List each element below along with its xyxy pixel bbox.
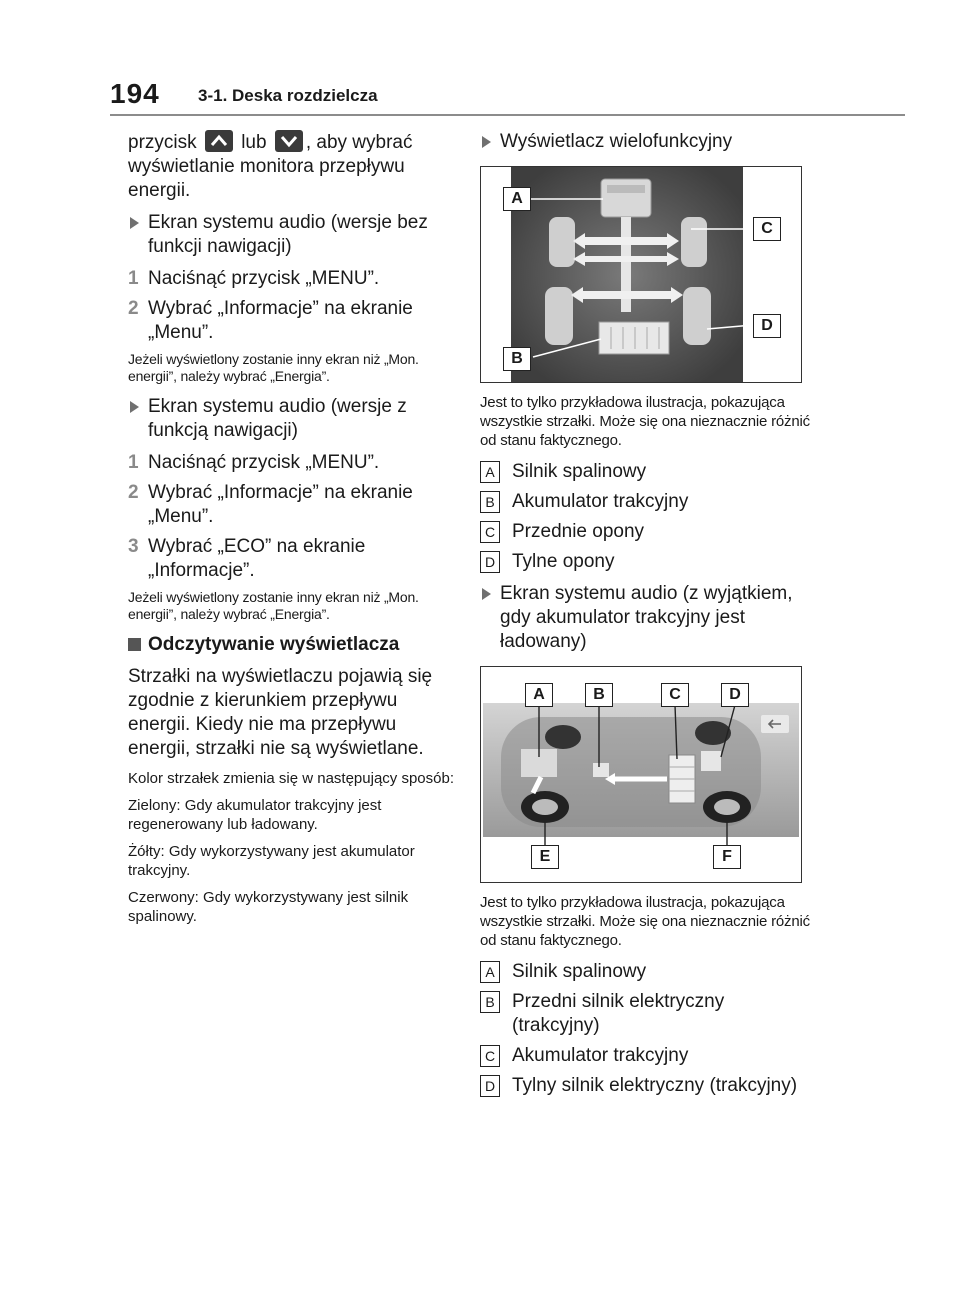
paragraph-red: Czerwony: Gdy wykorzystywany jest silnik spalinowy.	[128, 889, 409, 925]
step-text: Wybrać „Informacje” na ekranie „Menu”.	[148, 482, 413, 527]
intro-paragraph	[128, 130, 458, 203]
legend-text: Silnik spalinowy	[512, 961, 647, 982]
callout-f: F	[713, 845, 741, 869]
bullet-triangle-icon	[130, 217, 139, 229]
legend-item	[480, 550, 810, 574]
legend-text: Silnik spalinowy	[512, 461, 647, 482]
paragraph-arrows: Strzałki na wyświetlaczu pojawią się zgodnie z kierunkiem przepływu energii. Kiedy nie ma przepływu energii, strzałki nie są wyświetlane.	[128, 666, 433, 759]
step-number: 2	[128, 482, 139, 503]
step-3	[128, 535, 458, 583]
bullet-multi-display	[480, 130, 810, 154]
callout-e: E	[531, 845, 559, 869]
legend-text: Przednie opony	[512, 521, 645, 542]
callout-c: C	[661, 683, 689, 707]
callout-d: D	[721, 683, 749, 707]
legend-item	[480, 960, 810, 984]
legend-text: Tylny silnik elektryczny (trakcyjny)	[512, 1075, 798, 1096]
paragraph-green: Zielony: Gdy akumulator trakcyjny jest regenerowany lub ładowany.	[128, 797, 382, 833]
caption-2: Jest to tylko przykładowa ilustracja, pokazująca wszystkie strzałki. Może się ona nieznacznie różnić od stanu faktycznego.	[480, 894, 810, 949]
paragraph-yellow: Żółty: Gdy wykorzystywany jest akumulator trakcyjny.	[128, 843, 415, 879]
section-title: 3-1. Deska rozdzielcza	[198, 86, 378, 105]
legend-text: Przedni silnik elektryczny (trakcyjny)	[512, 991, 725, 1036]
caption-1: Jest to tylko przykładowa ilustracja, pokazująca wszystkie strzałki. Może się ona nieznacznie różnić od stanu faktycznego.	[480, 394, 810, 449]
intro-text-c: , aby wybrać wyświetlanie monitora przepływu energii.	[128, 132, 413, 201]
legend-list-1	[480, 460, 810, 574]
legend-text: Akumulator trakcyjny	[512, 491, 689, 512]
legend-key: B	[480, 991, 500, 1013]
step-number: 3	[128, 536, 139, 557]
legend-key: C	[480, 521, 500, 543]
bullet-text: Ekran systemu audio (z wyjątkiem, gdy akumulator trakcyjny jest ładowany)	[500, 583, 793, 652]
callout-a: A	[503, 187, 531, 211]
bullet-audio-nav	[128, 395, 458, 443]
chevron-up-icon	[205, 130, 233, 152]
step-2	[128, 297, 458, 345]
step-number: 1	[128, 452, 139, 473]
bullet-text: Ekran systemu audio (wersje bez funkcji nawigacji)	[148, 212, 428, 257]
heading-text: Odczytywanie wyświetlacza	[148, 634, 400, 655]
legend-item	[480, 460, 810, 484]
step-1	[128, 451, 458, 475]
step-number: 2	[128, 298, 139, 319]
legend-list-2	[480, 960, 810, 1098]
intro-text-a: przycisk	[128, 132, 197, 153]
bullet-audio-screen	[480, 582, 810, 654]
step-number: 1	[128, 268, 139, 289]
bullet-text: Ekran systemu audio (wersje z funkcją nawigacji)	[148, 396, 407, 441]
legend-item	[480, 990, 810, 1038]
paragraph-colors: Kolor strzałek zmienia się w następujący sposób:	[128, 770, 454, 787]
legend-item	[480, 520, 810, 544]
right-column	[480, 130, 810, 1104]
figure-multi-display	[480, 166, 802, 383]
callout-d: D	[753, 314, 781, 338]
note-1: Jeżeli wyświetlony zostanie inny ekran niż „Mon. energii”, należy wybrać „Energia”.	[128, 351, 419, 384]
chevron-down-icon	[275, 130, 303, 152]
legend-key: D	[480, 1075, 500, 1097]
intro-text-b: lub	[241, 132, 267, 153]
legend-text: Tylne opony	[512, 551, 615, 572]
step-2	[128, 481, 458, 529]
legend-item	[480, 1074, 810, 1098]
note-2: Jeżeli wyświetlony zostanie inny ekran niż „Mon. energii”, należy wybrać „Energia”.	[128, 589, 419, 622]
legend-key: C	[480, 1045, 500, 1067]
callout-b: B	[585, 683, 613, 707]
callout-a: A	[525, 683, 553, 707]
legend-key: B	[480, 491, 500, 513]
step-text: Wybrać „ECO” na ekranie „Informacje”.	[148, 536, 366, 581]
section-heading	[128, 633, 458, 657]
legend-key: D	[480, 551, 500, 573]
bullet-triangle-icon	[482, 136, 491, 148]
header-divider	[110, 114, 905, 116]
bullet-triangle-icon	[130, 401, 139, 413]
step-text: Naciśnąć przycisk „MENU”.	[148, 268, 380, 289]
callout-c: C	[753, 217, 781, 241]
callout-b: B	[503, 347, 531, 371]
legend-text: Akumulator trakcyjny	[512, 1045, 689, 1066]
figure-audio-screen	[480, 666, 802, 883]
heading-square-icon	[128, 638, 141, 651]
legend-key: A	[480, 461, 500, 483]
step-1	[128, 267, 458, 291]
left-column	[128, 130, 458, 934]
step-text: Wybrać „Informacje” na ekranie „Menu”.	[148, 298, 413, 343]
bullet-audio-no-nav	[128, 211, 458, 259]
legend-key: A	[480, 961, 500, 983]
page-number: 194	[110, 78, 160, 109]
bullet-triangle-icon	[482, 588, 491, 600]
legend-item	[480, 1044, 810, 1068]
step-text: Naciśnąć przycisk „MENU”.	[148, 452, 380, 473]
bullet-text: Wyświetlacz wielofunkcyjny	[500, 131, 733, 152]
legend-item	[480, 490, 810, 514]
